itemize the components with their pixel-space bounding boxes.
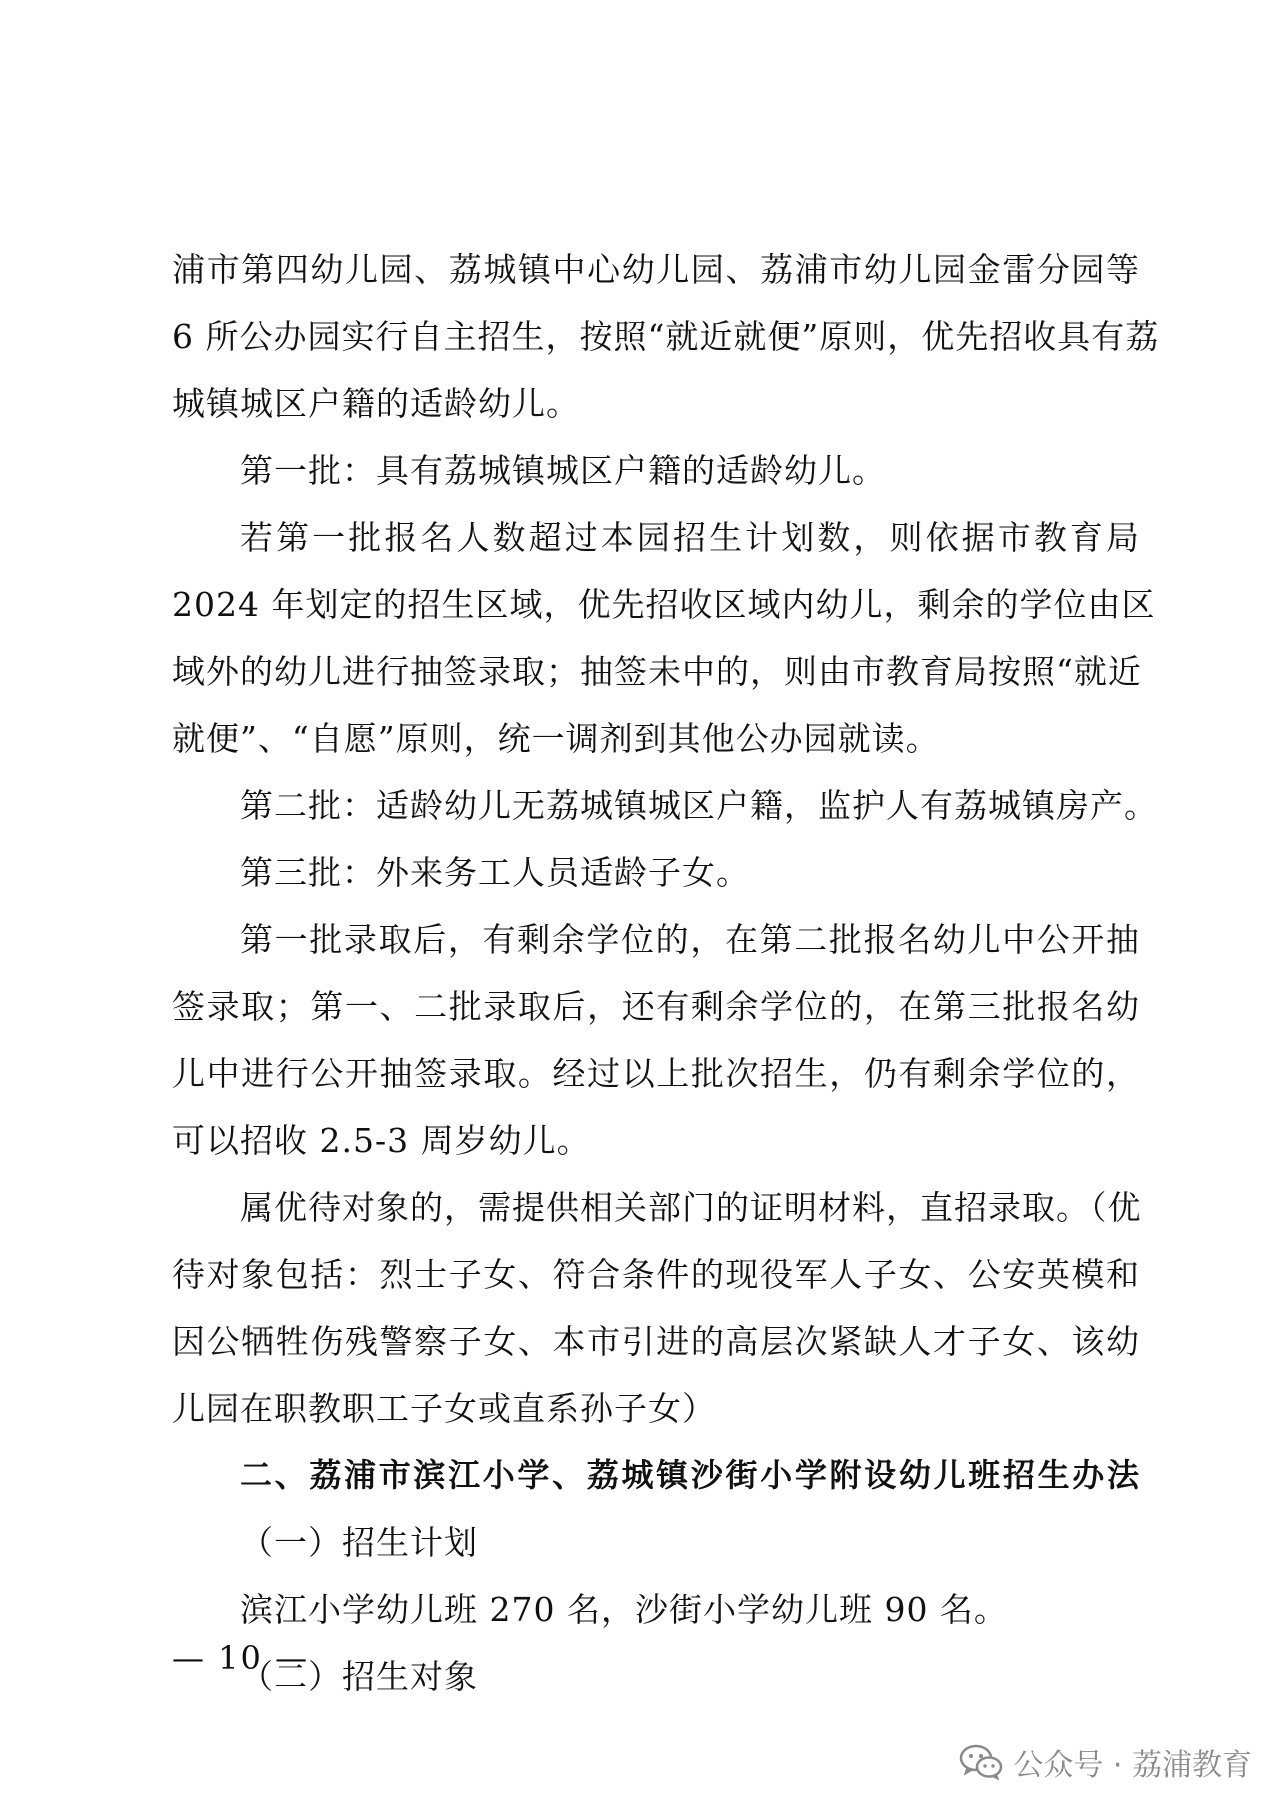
watermark xyxy=(959,1742,1252,1782)
text-line: 待对象包括：烈士子女、符合条件的现役军人子女、公安英模和 xyxy=(172,1255,1140,1294)
text-line: 第一批：具有荔城镇城区户籍的适龄幼儿。 xyxy=(240,451,886,490)
text-line: 儿园在职教职工子女或直系孙子女） xyxy=(172,1389,716,1428)
text-line: 2024 年划定的招生区域，优先招收区域内幼儿，剩余的学位由区 xyxy=(172,585,1156,624)
text-line: 6 所公办园实行自主招生，按照“就近就便”原则，优先招收具有荔 xyxy=(172,317,1160,356)
text-line: 浦市第四幼儿园、荔城镇中心幼儿园、荔浦市幼儿园金雷分园等 xyxy=(172,250,1140,289)
text-line: 若第一批报名人数超过本园招生计划数，则依据市教育局 xyxy=(240,518,1140,557)
section-heading: 二、荔浦市滨江小学、荔城镇沙街小学附设幼儿班招生办法 xyxy=(240,1456,1140,1494)
text-line: 就便”、“自愿”原则，统一调剂到其他公办园就读。 xyxy=(172,719,940,758)
document-body xyxy=(172,236,1160,1710)
text-line: 第三批：外来务工人员适龄子女。 xyxy=(240,853,750,892)
text-line: 可以招收 2.5-3 周岁幼儿。 xyxy=(172,1121,591,1160)
text-line: 滨江小学幼儿班 270 名，沙街小学幼儿班 90 名。 xyxy=(240,1590,1008,1629)
text-line: 第二批：适龄幼儿无荔城镇城区户籍，监护人有荔城镇房产。 xyxy=(240,786,1158,825)
text-line: 城镇城区户籍的适龄幼儿。 xyxy=(172,384,580,423)
text-line: 属优待对象的，需提供相关部门的证明材料，直招录取。（优 xyxy=(240,1188,1142,1227)
subsection-heading: （一）招生计划 xyxy=(240,1523,478,1562)
text-line: 儿中进行公开抽签录取。经过以上批次招生，仍有剩余学位的， xyxy=(172,1054,1140,1093)
watermark-text: 公众号 · 荔浦教育 xyxy=(1013,1748,1252,1783)
wechat-icon xyxy=(959,1743,1003,1781)
text-line: 因公牺牲伤残警察子女、本市引进的高层次紧缺人才子女、该幼 xyxy=(172,1322,1140,1361)
text-line: 域外的幼儿进行抽签录取；抽签未中的，则由市教育局按照“就近 xyxy=(172,652,1142,691)
subsection-heading: （二）招生对象 xyxy=(240,1657,478,1696)
text-line: 第一批录取后，有剩余学位的，在第二批报名幼儿中公开抽 xyxy=(240,920,1140,959)
text-line: 签录取；第一、二批录取后，还有剩余学位的，在第三批报名幼 xyxy=(172,987,1140,1026)
page-number: — 10 — xyxy=(172,1639,310,1677)
